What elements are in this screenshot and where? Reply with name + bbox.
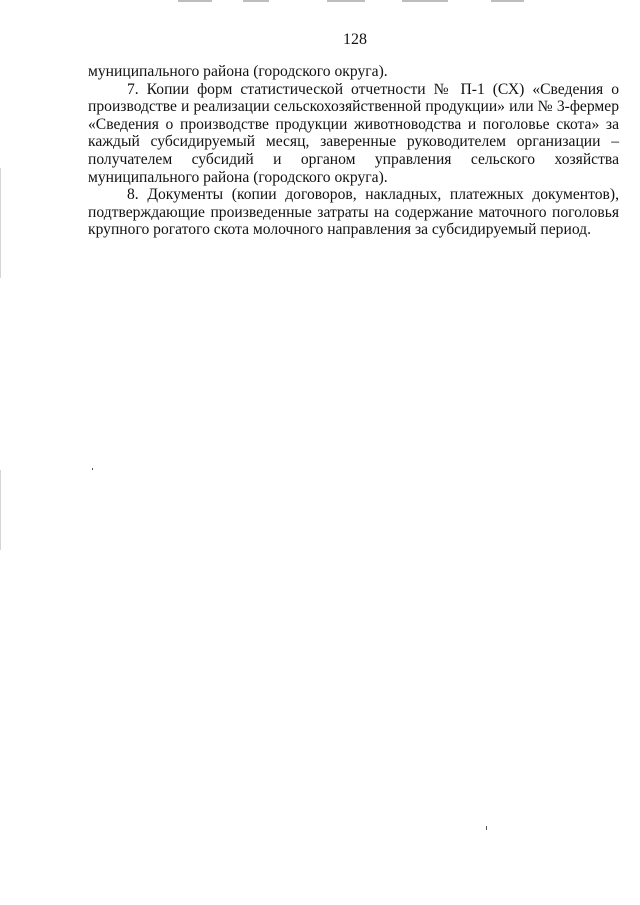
scan-artifact-left-edge — [0, 168, 1, 278]
scan-artifact-left-edge — [0, 470, 1, 550]
document-body — [88, 63, 619, 239]
paragraph-item-8: 8. Документы (копии договоров, накладных, платежных документов), подтверждающие произведенные затраты на содержание маточного поголовья крупного рогатого скота молочного направления за субсидируемый период. — [88, 186, 619, 239]
scan-artifact-top — [0, 0, 640, 3]
paragraph-continuation: муниципального района (городского округа). — [88, 63, 388, 80]
paragraph-item-7: 7. Копии форм статистической отчетности № П-1 (СХ) «Сведения о производстве и реализации сельскохозяйственной продукции» или № 3-фермер «Сведения о производстве продукции животноводства и поголовье скота» за каждый субсидируемый месяц, заверенные руководителем организации – получателем субсидий и органом управления сельского хозяйства муниципального района (городского округа). — [88, 80, 619, 186]
scan-speck — [92, 468, 93, 470]
page-number: 128 — [343, 31, 367, 48]
scan-speck — [486, 826, 487, 830]
